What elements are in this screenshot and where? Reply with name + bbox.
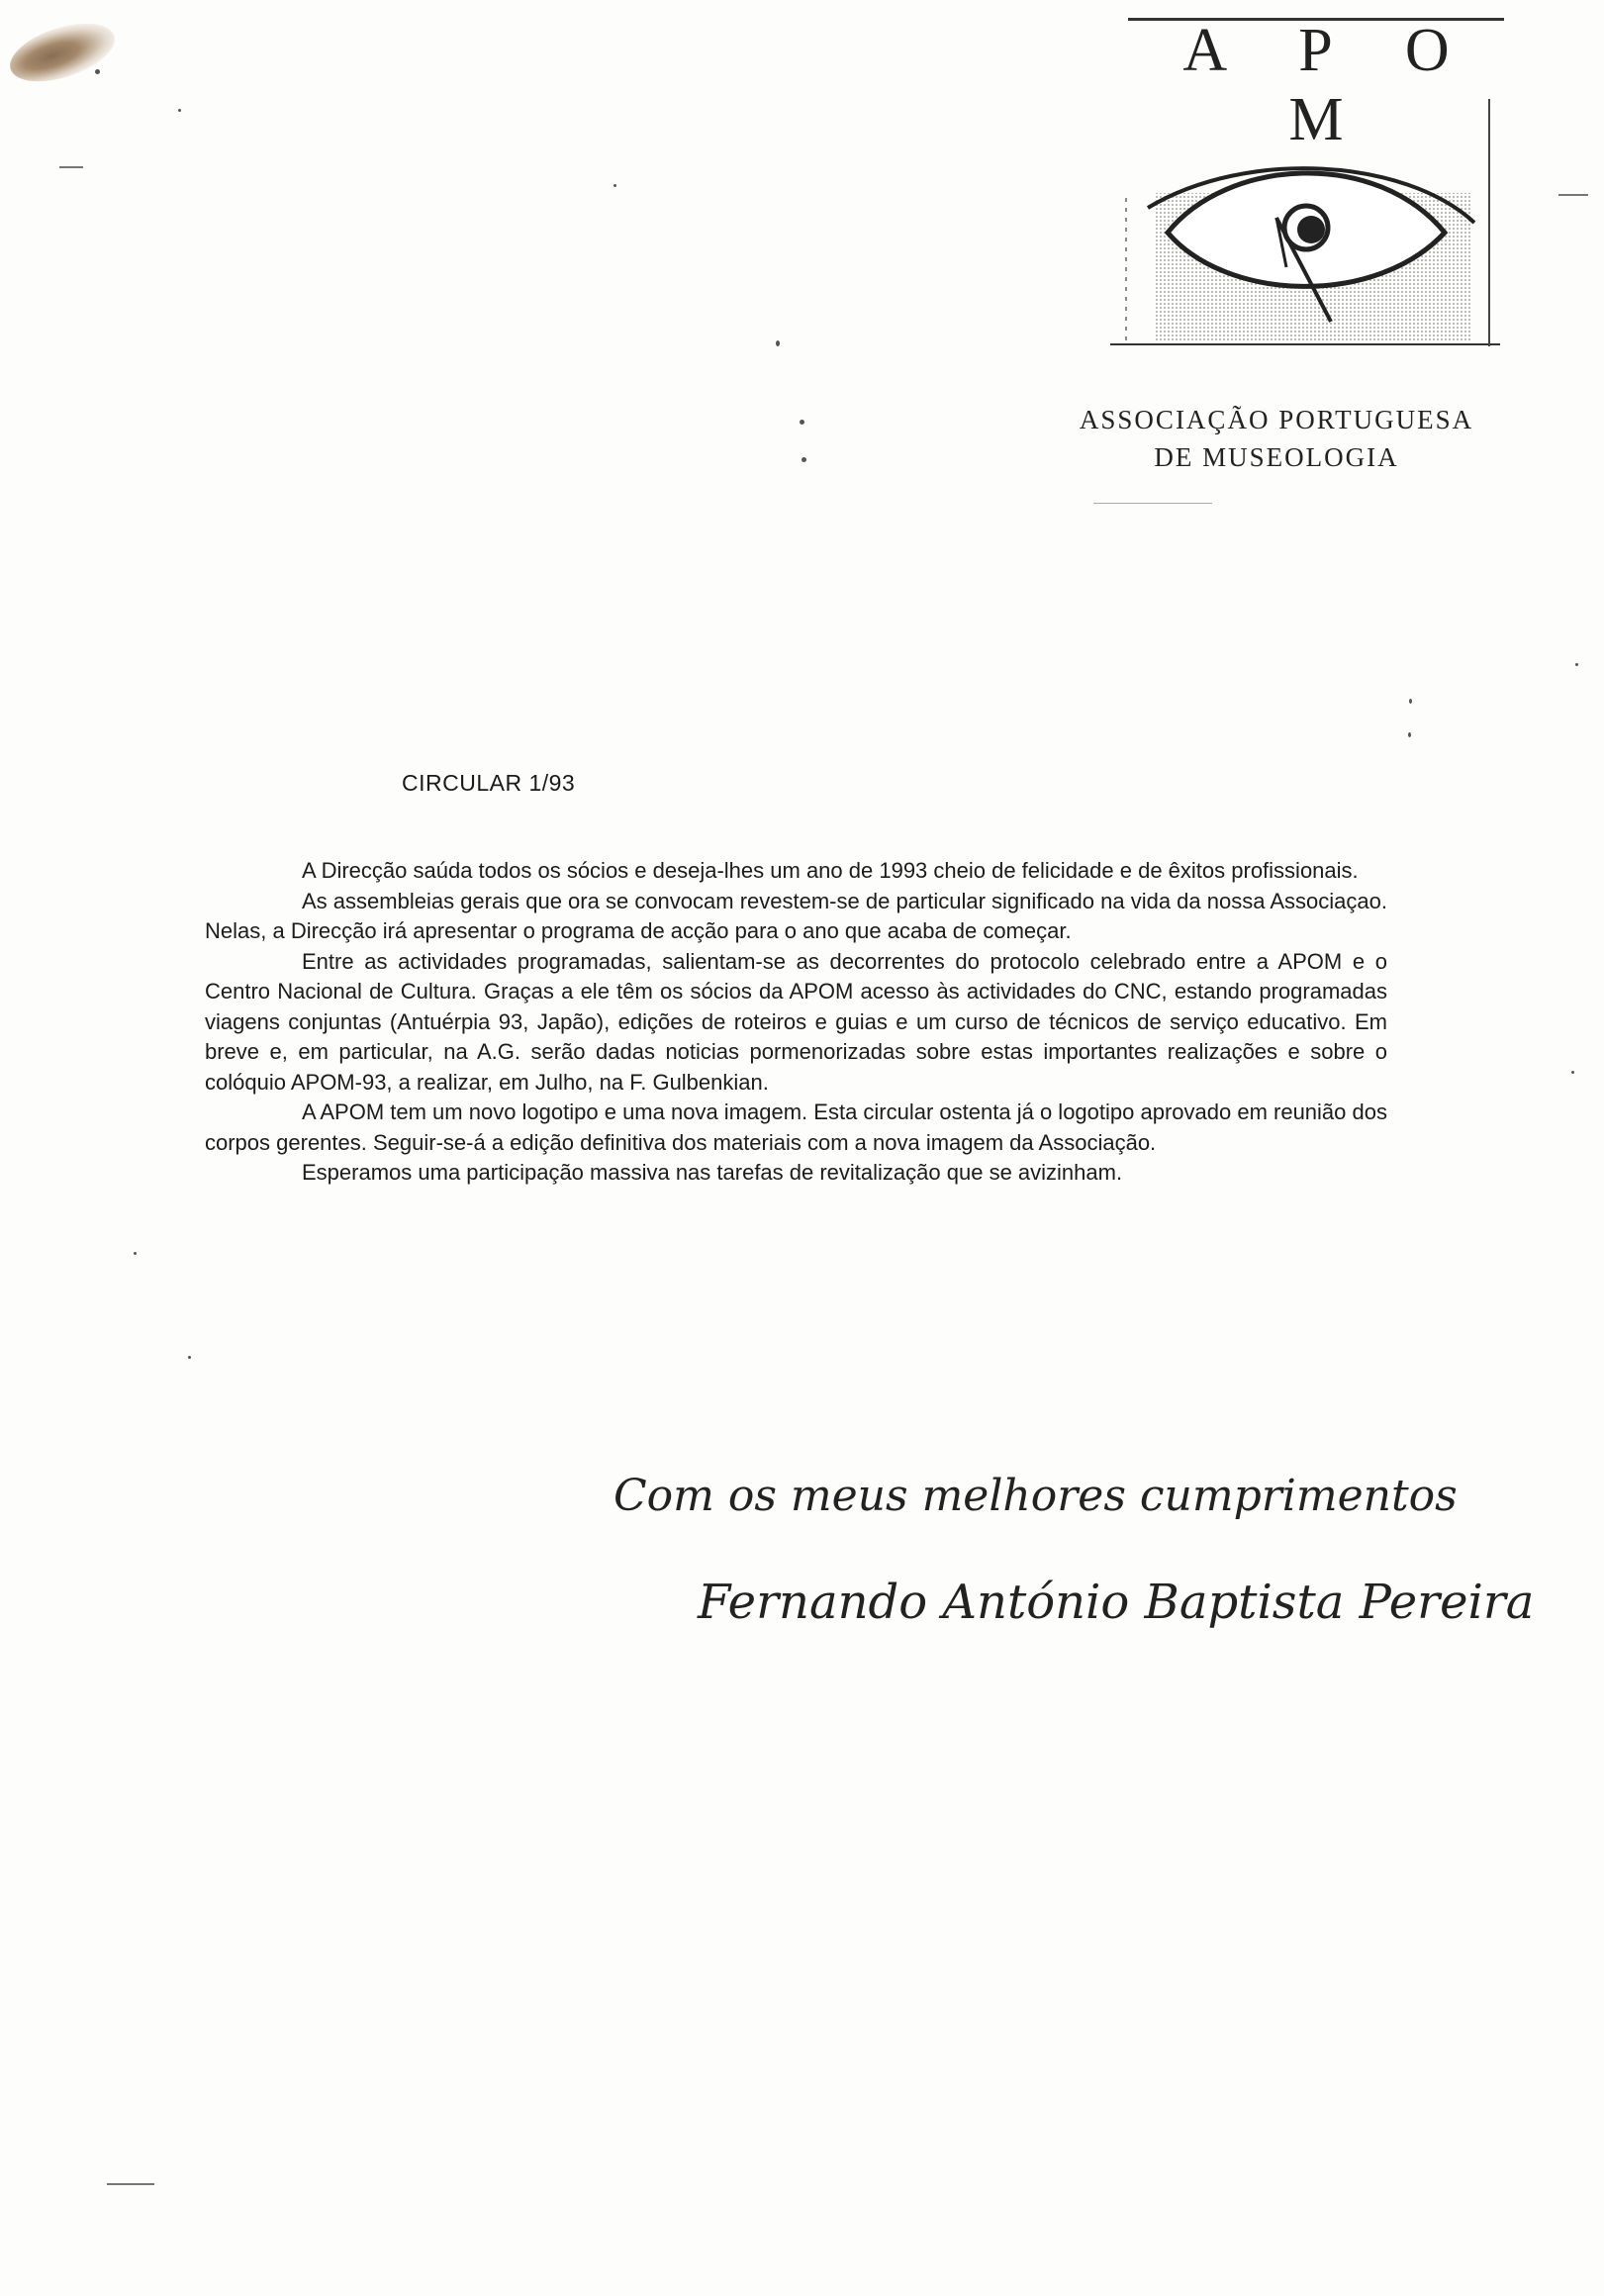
- paragraph: As assembleias gerais que ora se convocam revestem-se de particular significado na vida da nossa Associaçao. Nelas, a Direcção irá apresentar o programa de acção para o ano que acaba de começar.: [205, 888, 1387, 943]
- signature-block: [613, 1467, 1535, 1637]
- scan-speck: [802, 457, 806, 462]
- scan-speck: [178, 109, 181, 112]
- scan-mark: [1093, 503, 1212, 504]
- scan-speck: [613, 184, 616, 187]
- association-name-line-2: DE MUSEOLOGIA: [1154, 442, 1399, 472]
- scan-speck: [1408, 732, 1411, 737]
- eye-logo-icon: [1108, 10, 1504, 356]
- closing-remark: Com os meus melhores cumprimentos: [613, 1471, 1458, 1521]
- paragraph: A Direcção saúda todos os sócios e deseja-lhes um ano de 1993 cheio de felicidade e de êxitos profissionais.: [302, 858, 1359, 883]
- circular-body: [205, 856, 1387, 1189]
- scan-mark: [107, 2183, 154, 2185]
- handwritten-signature: Fernando António Baptista Pereira: [698, 1575, 1535, 1630]
- scan-speck: [188, 1356, 191, 1359]
- scan-speck: [95, 69, 100, 74]
- scan-mark: [59, 166, 83, 168]
- scan-speck: [1409, 699, 1412, 704]
- coffee-stain: [3, 12, 122, 93]
- paragraph: Entre as actividades programadas, salientam-se as decorrentes do protocolo celebrado entre a APOM e o Centro Nacional de Cultura. Graças a ele têm os sócios da APOM acesso às actividades do CNC, estando programadas viagens conjuntas (Antuérpia 93, Japão), edições de roteiros e guias e um curso de técnicos de serviço educativo. Em breve e, em particular, na A.G. serão dadas noticias pormenorizadas sobre estas importantes realizações e sobre o colóquio APOM-93, a realizar, em Julho, na F. Gulbenkian.: [205, 948, 1387, 1095]
- logo-title: A P O M: [1182, 17, 1479, 153]
- scan-speck: [800, 420, 804, 425]
- apom-logo: [1108, 10, 1504, 356]
- association-name: [1049, 401, 1504, 476]
- scan-mark: [1558, 194, 1588, 196]
- scan-speck: [776, 340, 780, 346]
- circular-title: CIRCULAR 1/93: [402, 770, 576, 796]
- scan-speck: [1571, 1071, 1574, 1074]
- association-name-line-1: ASSOCIAÇÃO PORTUGUESA: [1079, 405, 1474, 434]
- paragraph: A APOM tem um novo logotipo e uma nova imagem. Esta circular ostenta já o logotipo aprovado em reunião dos corpos gerentes. Seguir-se-á a edição definitiva dos materiais com a nova imagem da Associação.: [205, 1100, 1387, 1155]
- paragraph: Esperamos uma participação massiva nas tarefas de revitalização que se avizinham.: [302, 1160, 1123, 1185]
- scan-speck: [134, 1252, 137, 1255]
- scan-speck: [1575, 663, 1578, 666]
